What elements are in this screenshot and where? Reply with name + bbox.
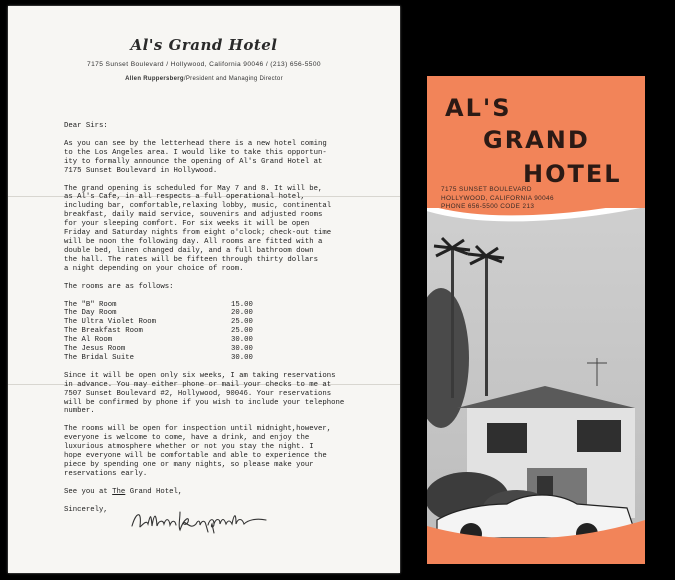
letter-body — [64, 122, 384, 524]
list-item — [64, 336, 384, 345]
paragraph-inspection: The rooms will be open for inspection until midnight,however, everyone is welcome to come, have a drink, and enjoy the luxurious atmosphere whether or not you stay the night. I hope everyone will be comfortable and able to experience the piece by spending one or many nights, so please make your reservations early. — [64, 425, 332, 478]
brochure-address-line: HOLLYWOOD, CALIFORNIA 90046 — [441, 194, 554, 202]
brochure-title — [427, 82, 645, 192]
paragraph-opening: The grand opening is scheduled for May 7 and 8. It will be, as Al's Cafe, in all respects a full operational hotel, including bar, comfortable,relaxing lobby, music, continental breakfast, daily maid service, souvenirs and adjusted rooms for your sleeping comfort. For six weeks it will be open Friday and Saturday nights from eight o'clock; check-out time will be noon the following day. All rooms are fitted with a double bed, linen changed daily, and a full bathroom down the hall. The rates will be fifteen through thirty dollars a night depending on your choice of room. — [64, 184, 332, 273]
hotel-photo — [427, 208, 645, 538]
letterhead-address: 7175 Sunset Boulevard / Hollywood, California 90046 / (213) 656-5500 — [87, 61, 321, 68]
brochure-title-word: AL'S — [445, 94, 512, 122]
brochure-address-line: 7175 SUNSET BOULEVARD — [441, 186, 532, 193]
owner-name: Allen Ruppersberg — [125, 76, 184, 82]
room-name: The Bridal Suite — [64, 353, 135, 362]
room-name: The "B" Room — [64, 300, 117, 309]
room-name: The Day Room — [64, 309, 117, 318]
signoff: Sincerely, — [64, 505, 108, 514]
room-price: 30.00 — [231, 336, 253, 345]
room-price: 20.00 — [231, 309, 253, 318]
paragraph-intro: As you can see by the letterhead there is a new hotel coming to the Los Angeles area. I would like to take this opportun- ity to formally announce the opening of Al's Grand Hotel at 7175 Sunset Boulevard in Hollywood. — [64, 139, 327, 175]
room-name: The Jesus Room — [64, 345, 126, 354]
salutation: Dear Sirs: — [64, 122, 108, 130]
list-item — [64, 301, 384, 310]
signature-scribble — [128, 506, 278, 534]
room-price: 15.00 — [231, 300, 253, 309]
room-name: The Al Room — [64, 336, 113, 345]
room-price: 30.00 — [231, 353, 253, 362]
room-price: 30.00 — [231, 345, 253, 354]
room-name: The Ultra Violet Room — [64, 318, 156, 327]
brochure — [427, 76, 645, 564]
letterhead-hotel-name: Al's Grand Hotel — [130, 36, 278, 54]
owner-title: /President and Managing Director — [183, 76, 283, 82]
letter-page — [8, 6, 400, 573]
letterhead-owner — [8, 76, 400, 82]
room-name: The Breakfast Room — [64, 327, 143, 336]
room-price: 25.00 — [231, 327, 253, 336]
brochure-title-word: HOTEL — [523, 160, 622, 188]
closing-the: The — [112, 487, 126, 496]
list-item — [64, 318, 384, 327]
closing-post: Grand Hotel, — [125, 487, 183, 496]
room-price: 25.00 — [231, 318, 253, 327]
closing-pre: See you at — [64, 487, 113, 496]
rooms-intro: The rooms are as follows: — [64, 282, 174, 291]
rooms-list — [64, 301, 384, 363]
list-item — [64, 354, 384, 363]
brochure-address-line: PHONE 656-5500 CODE 213 — [441, 203, 535, 211]
paragraph-reservations: Since it will be open only six weeks, I am taking reservations in advance. You may either phone or mail your checks to me at 7507 Sunset Boulevard #2, Hollywood, 90046. Your reservations will be confirmed by phone if you wish to include your telephone number. — [64, 371, 345, 416]
list-item — [64, 309, 384, 318]
brochure-title-word: GRAND — [483, 126, 590, 154]
list-item — [64, 327, 384, 336]
closing-line — [64, 488, 384, 497]
list-item — [64, 345, 384, 354]
